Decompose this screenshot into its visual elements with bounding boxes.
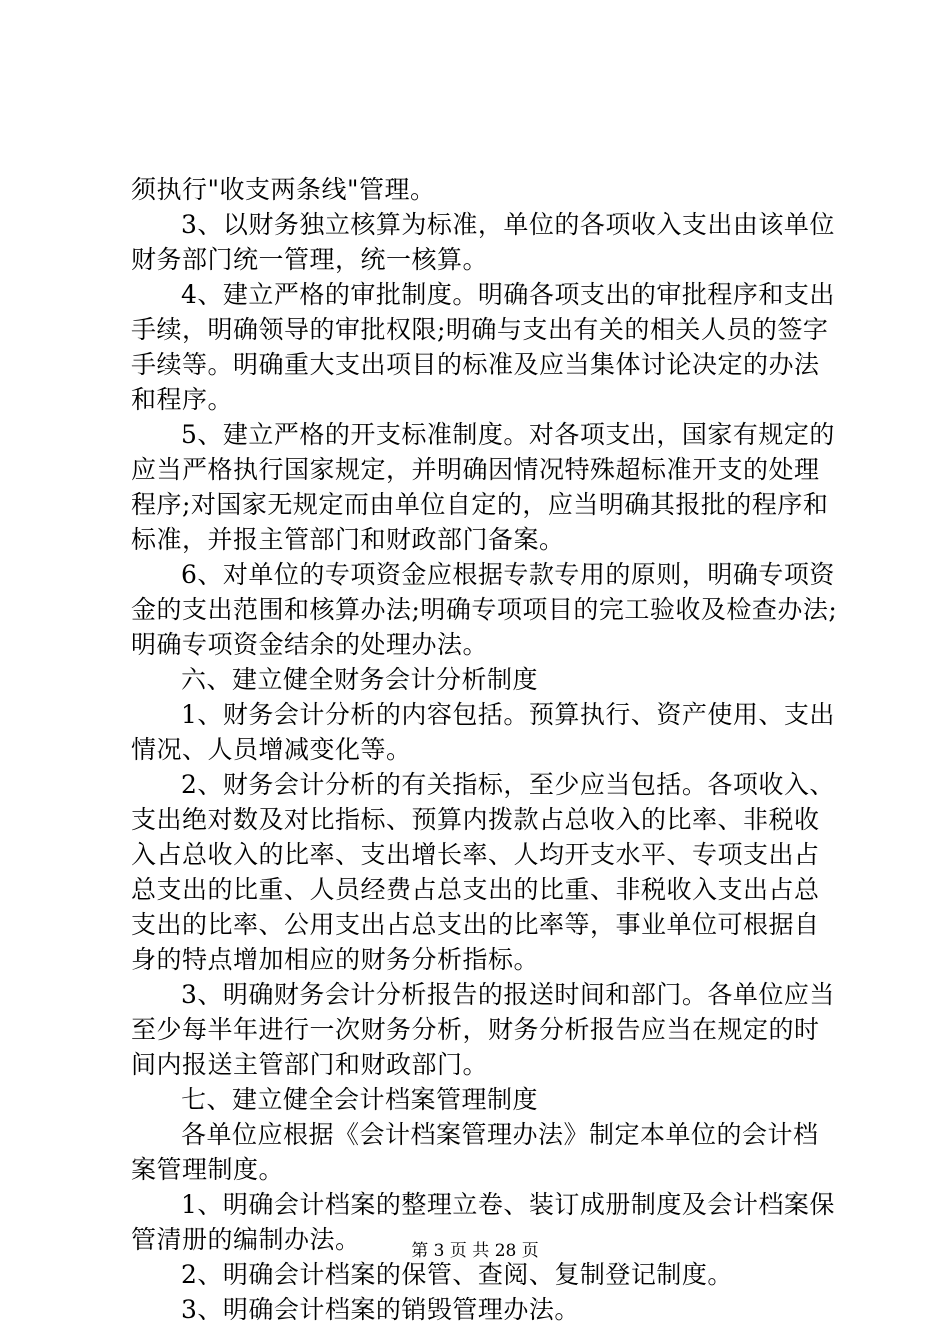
text-line: 2、财务会计分析的有关指标，至少应当包括。各项收入、 [181, 770, 835, 799]
text-line: 手续，明确领导的审批权限;明确与支出有关的相关人员的签字 [131, 315, 829, 344]
text-line: 至少每半年进行一次财务分析，财务分析报告应当在规定的时 [131, 1015, 820, 1044]
text-line: 支出绝对数及对比指标、预算内拨款占总收入的比率、非税收 [131, 805, 820, 834]
body-text [131, 172, 838, 1327]
text-line: 3、以财务独立核算为标准，单位的各项收入支出由该单位 [181, 210, 835, 239]
text-line: 程序;对国家无规定而由单位自定的，应当明确其报批的程序和 [131, 490, 829, 519]
text-line: 入占总收入的比率、支出增长率、人均开支水平、专项支出占 [131, 840, 820, 869]
text-line: 应当严格执行国家规定，并明确因情况特殊超标准开支的处理 [131, 455, 820, 484]
text-line: 手续等。明确重大支出项目的标准及应当集体讨论决定的办法 [131, 350, 820, 379]
page-footer: 第 3 页 共 28 页 [411, 1241, 539, 1261]
text-line: 支出的比率、公用支出占总支出的比率等，事业单位可根据自 [131, 910, 820, 939]
text-line: 2、明确会计档案的保管、查阅、复制登记制度。 [181, 1260, 733, 1289]
text-line: 六、建立健全财务会计分析制度 [181, 665, 539, 694]
text-line: 金的支出范围和核算办法;明确专项项目的完工验收及检查办法; [131, 595, 838, 624]
text-line: 4、建立严格的审批制度。明确各项支出的审批程序和支出 [181, 280, 835, 309]
text-line: 1、财务会计分析的内容包括。预算执行、资产使用、支出 [181, 700, 835, 729]
text-line: 案管理制度。 [131, 1155, 285, 1184]
text-line: 明确专项资金结余的处理办法。 [131, 630, 489, 659]
text-line: 标准，并报主管部门和财政部门备案。 [131, 525, 565, 554]
text-line: 5、建立严格的开支标准制度。对各项支出，国家有规定的 [181, 420, 835, 449]
text-line: 管清册的编制办法。 [131, 1225, 361, 1254]
text-line: 财务部门统一管理，统一核算。 [131, 245, 489, 274]
text-line: 6、对单位的专项资金应根据专款专用的原则，明确专项资 [181, 560, 835, 589]
text-line: 3、明确会计档案的销毁管理办法。 [181, 1295, 580, 1324]
text-line: 七、建立健全会计档案管理制度 [181, 1085, 539, 1114]
text-line: 情况、人员增减变化等。 [131, 735, 412, 764]
text-line: 1、明确会计档案的整理立卷、装订成册制度及会计档案保 [181, 1190, 835, 1219]
text-line: 各单位应根据《会计档案管理办法》制定本单位的会计档 [181, 1120, 819, 1149]
text-line: 间内报送主管部门和财政部门。 [131, 1050, 489, 1079]
text-line: 3、明确财务会计分析报告的报送时间和部门。各单位应当 [181, 980, 835, 1009]
text-line: 须执行"收支两条线"管理。 [131, 175, 436, 204]
text-line: 总支出的比重、人员经费占总支出的比重、非税收入支出占总 [131, 875, 820, 904]
text-line: 身的特点增加相应的财务分析指标。 [131, 945, 540, 974]
text-line: 和程序。 [131, 385, 234, 414]
